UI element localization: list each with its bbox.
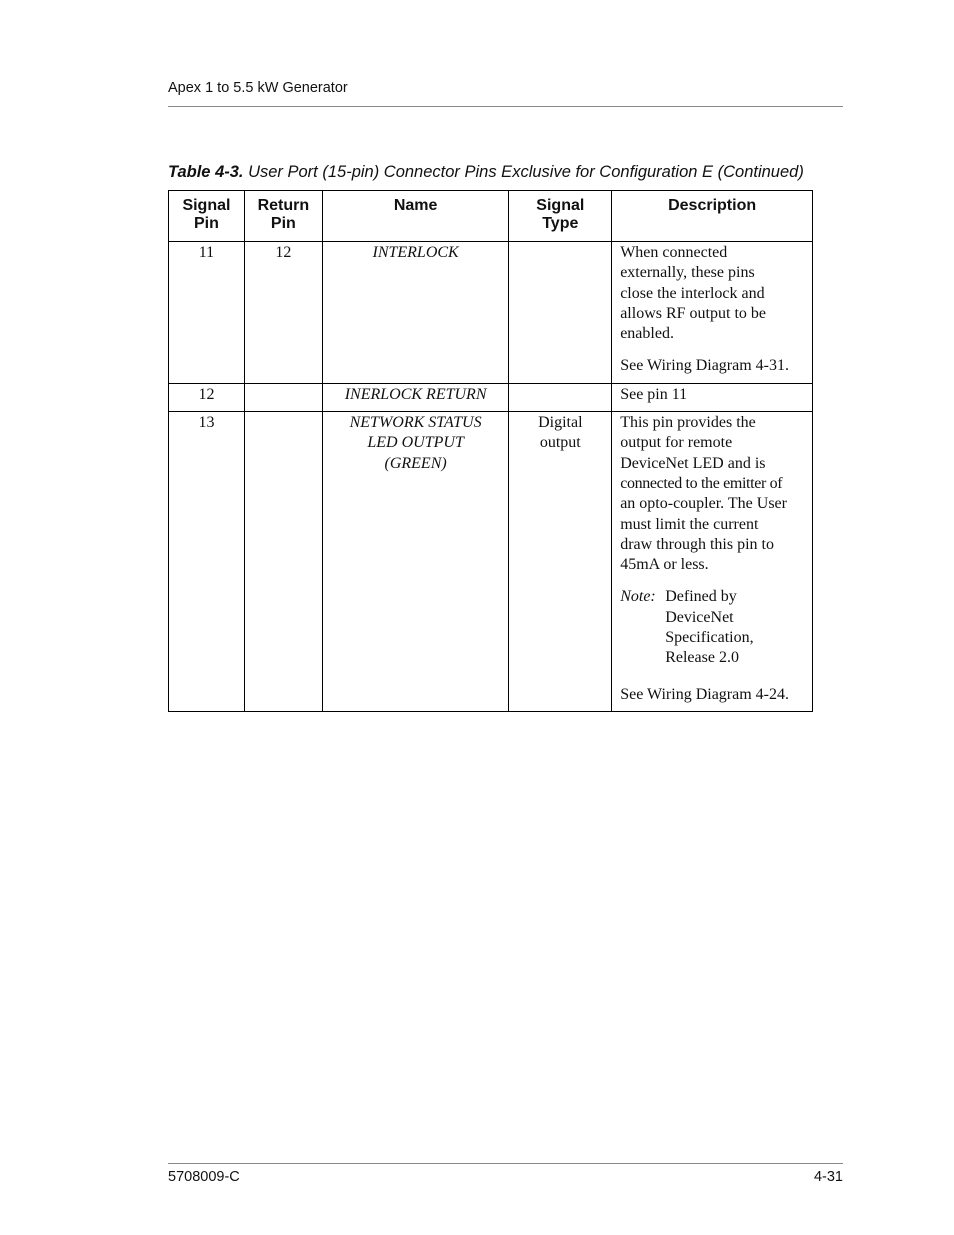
description-line: enabled. (620, 325, 674, 343)
pin-table (168, 190, 813, 712)
name-line: NETWORK STATUS (349, 414, 482, 432)
cell-signal-type (509, 383, 612, 411)
header-divider (168, 106, 843, 107)
cell-name (322, 242, 509, 384)
cell-return-pin: 12 (244, 242, 322, 384)
table-row (169, 412, 813, 712)
note-line: Specification, (665, 629, 754, 647)
cell-signal-pin: 11 (169, 242, 245, 384)
header-line: Pin (194, 215, 219, 232)
name-line: (GREEN) (384, 454, 447, 472)
description-line: externally, these pins (620, 264, 755, 282)
table-caption (168, 163, 804, 182)
description-line: See pin 11 (620, 385, 688, 403)
cell-return-pin (244, 383, 322, 411)
description-line: output for remote (620, 434, 733, 452)
cell-name (322, 383, 509, 411)
document-number: 5708009-C (168, 1169, 240, 1185)
cell-signal-type (509, 242, 612, 384)
description-line: close the interlock and (620, 284, 765, 302)
description-line: draw through this pin to (620, 535, 774, 553)
note-body (665, 587, 804, 668)
description-line: connected to the emitter of (620, 474, 783, 492)
table-row (169, 242, 813, 384)
header-line: Pin (270, 215, 296, 232)
header-return-pin (244, 191, 322, 242)
header-line: Signal (536, 197, 585, 214)
signal-type-line: output (539, 434, 581, 452)
name-line: INTERLOCK (372, 244, 459, 261)
header-description: Description (612, 191, 813, 242)
description-line: must limit the current (620, 515, 759, 533)
cell-signal-type (509, 412, 612, 712)
description-line: DeviceNet LED and is (620, 454, 766, 472)
cell-signal-pin: 13 (169, 412, 245, 712)
footer-divider (168, 1163, 843, 1164)
note-line: Release 2.0 (665, 649, 739, 667)
header-line: Type (542, 215, 579, 232)
table-caption-label: Table 4-3. (168, 163, 244, 181)
cell-signal-pin: 12 (169, 383, 245, 411)
header-name: Name (322, 191, 509, 242)
cell-description (612, 383, 813, 411)
header-signal-type (509, 191, 612, 242)
cell-description (612, 412, 813, 712)
table-row (169, 383, 813, 411)
note-label: Note: (620, 588, 656, 606)
page-number: 4-31 (813, 1169, 843, 1185)
note-block (620, 587, 804, 668)
signal-type-line: Digital (538, 414, 583, 432)
header-signal-pin (169, 191, 245, 242)
description-line: When connected (620, 244, 728, 261)
wiring-reference: See Wiring Diagram 4-24. (620, 685, 789, 703)
name-line: LED OUTPUT (367, 434, 464, 452)
table-caption-text: User Port (15-pin) Connector Pins Exclusive for Configuration E (Continued) (243, 163, 804, 181)
cell-description (612, 242, 813, 384)
name-line: INERLOCK RETURN (344, 385, 487, 403)
description-line: 45mA or less. (620, 556, 709, 574)
cell-return-pin (244, 412, 322, 712)
description-line: an opto-coupler. The User (620, 495, 787, 513)
header-line: Signal (182, 197, 231, 214)
description-line: This pin provides the (620, 414, 756, 432)
note-line: Defined by (665, 588, 737, 606)
cell-name (322, 412, 509, 712)
wiring-reference: See Wiring Diagram 4-31. (620, 357, 789, 375)
table-header-row (169, 191, 813, 242)
header-line: Return (257, 197, 310, 214)
note-line: DeviceNet (665, 608, 734, 626)
running-header: Apex 1 to 5.5 kW Generator (168, 80, 348, 96)
description-line: allows RF output to be (620, 304, 766, 322)
